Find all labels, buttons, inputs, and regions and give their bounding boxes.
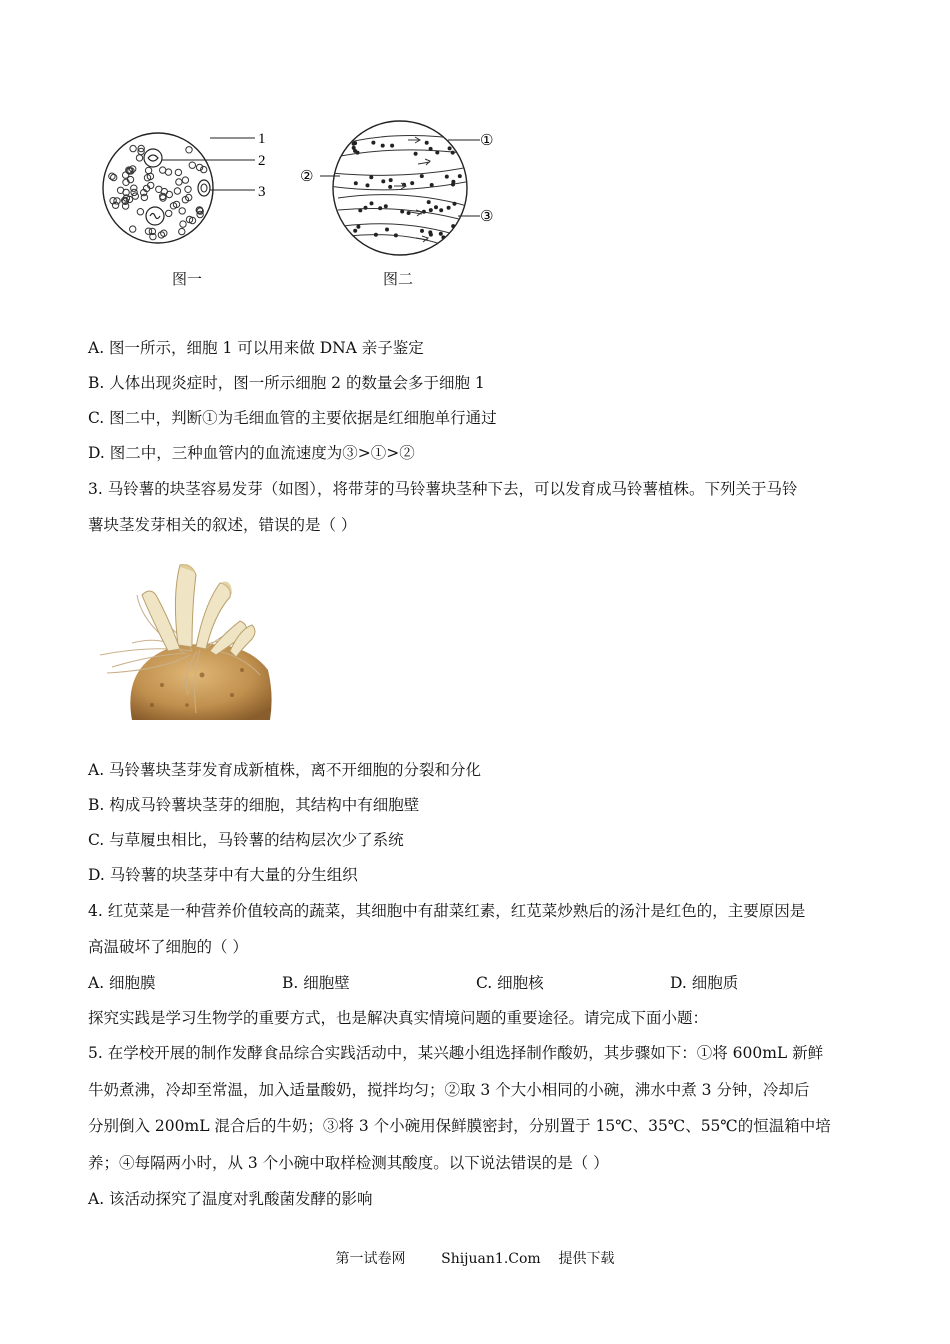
figure-1-label-1: 1 <box>258 131 266 147</box>
q5-stem-line-1: 5. 在学校开展的制作发酵食品综合实践活动中，某兴趣小组选择制作酸奶，其步骤如下：①将 600mL 新鲜 <box>88 1044 824 1062</box>
vessel-blood-cell <box>381 144 385 148</box>
q5-stem-line-2: 牛奶煮沸，冷却至常温，加入适量酸奶，搅拌均匀；②取 3 个大小相同的小碗，沸水中煮 3 分钟，冷却后 <box>88 1081 810 1099</box>
q2-option-d: D. 图二中，三种血管内的血流速度为③>①>② <box>88 444 415 462</box>
vessel-blood-cell <box>414 152 418 156</box>
q3-option-a: A. 马铃薯块茎芽发育成新植株，离不开细胞的分裂和分化 <box>88 761 482 779</box>
red-blood-cell <box>179 228 185 234</box>
vessel-blood-cell <box>451 151 455 155</box>
red-blood-cell <box>114 198 120 204</box>
q4-stem-line-1: 4. 红苋菜是一种营养价值较高的蔬菜，其细胞中有甜菜红素，红苋菜炒熟后的汤汁是红色的，主要原因是 <box>88 902 806 920</box>
vessel-blood-cell <box>371 141 375 145</box>
vessel-blood-cell <box>370 201 374 205</box>
red-blood-cell <box>176 179 182 185</box>
vessel-blood-cell <box>427 200 431 204</box>
red-blood-cell <box>182 177 188 183</box>
vessel-blood-cell <box>394 233 398 237</box>
red-blood-cell <box>156 186 162 192</box>
figure-2-caption: 图二 <box>383 270 414 288</box>
sprouting-potato-illustration <box>92 555 272 720</box>
vessel-blood-cell <box>439 232 443 236</box>
red-blood-cell <box>186 147 192 153</box>
blood-smear-diagram <box>100 118 280 258</box>
red-blood-cell <box>136 155 142 161</box>
vessel-blood-cell <box>434 205 438 209</box>
vessel-blood-cell <box>407 211 411 215</box>
vessel-blood-cell <box>441 235 445 239</box>
section-intro: 探究实践是学习生物学的重要方式，也是解决真实情境问题的重要途径。请完成下面小题： <box>88 1009 709 1027</box>
red-blood-cell <box>130 145 136 151</box>
red-blood-cell <box>185 186 191 192</box>
vessel-blood-cell <box>429 208 433 212</box>
figure-1-label-3: 3 <box>258 184 266 200</box>
vessel-blood-cell <box>385 228 389 232</box>
vessel-blood-cell <box>353 229 357 233</box>
vessel-blood-cell <box>458 174 462 178</box>
q2-option-c: C. 图二中，判断①为毛细血管的主要依据是红细胞单行通过 <box>88 409 497 427</box>
vessel-blood-cell <box>352 146 356 150</box>
red-blood-cell <box>166 210 172 216</box>
vessel-blood-cell <box>400 210 404 214</box>
vessel-blood-cell <box>448 146 452 150</box>
red-blood-cell <box>145 167 151 173</box>
vessel-blood-cell <box>364 206 368 210</box>
vessel-blood-cell <box>420 229 424 233</box>
vessel-blood-cell <box>381 179 385 183</box>
vessel-blood-cell <box>358 208 362 212</box>
figure-2-label-1: ① <box>480 131 494 149</box>
q3-option-d: D. 马铃薯的块茎芽中有大量的分生组织 <box>88 866 358 884</box>
red-blood-cell <box>132 193 138 199</box>
q3-stem-line-2: 薯块茎发芽相关的叙述，错误的是（ ） <box>88 516 357 534</box>
red-blood-cell <box>180 221 186 227</box>
q5-stem-line-4: 养；④每隔两小时，从 3 个小碗中取样检测其酸度。以下说法错误的是（ ） <box>88 1154 609 1172</box>
q5-stem-line-3: 分别倒入 200mL 混合后的牛奶；③将 3 个小碗用保鲜膜密封，分别置于 15℃、35℃、55℃的恒温箱中培 <box>88 1117 831 1135</box>
q4-option-d: D. 细胞质 <box>670 974 739 992</box>
red-blood-cell <box>131 189 137 195</box>
q2-option-a: A. 图一所示，细胞 1 可以用来做 DNA 亲子鉴定 <box>88 339 424 357</box>
figure-1-blood-smear <box>100 118 280 258</box>
vessel-blood-cell <box>447 206 451 210</box>
red-blood-cell <box>160 167 166 173</box>
q3-stem-line-1: 3. 马铃薯的块茎容易发芽（如图），将带芽的马铃薯块茎种下去，可以发育成马铃薯植株。下列关于马铃 <box>88 480 798 498</box>
figure-2-blood-vessels <box>298 118 508 263</box>
potato-sprout-image <box>92 555 272 720</box>
red-blood-cell <box>179 208 185 214</box>
red-blood-cell <box>166 191 172 197</box>
q5-option-a: A. 该活动探究了温度对乳酸菌发酵的影响 <box>88 1190 373 1208</box>
q2-option-b: B. 人体出现炎症时，图一所示细胞 2 的数量会多于细胞 1 <box>88 374 485 392</box>
vessel-blood-cell <box>425 141 429 145</box>
q4-option-a: A. 细胞膜 <box>88 974 156 992</box>
figure-1-caption: 图一 <box>172 270 203 288</box>
vessel-blood-cell <box>453 202 457 206</box>
vessel-blood-cell <box>430 183 434 187</box>
vessel-blood-cell <box>390 144 394 148</box>
vessel-blood-cell <box>439 208 443 212</box>
red-blood-cell <box>174 188 180 194</box>
vessel-blood-cell <box>429 147 433 151</box>
red-blood-cell <box>130 226 136 232</box>
q3-option-c: C. 与草履虫相比，马铃薯的结构层次少了系统 <box>88 831 404 849</box>
vessel-blood-cell <box>354 181 358 185</box>
q4-stem-line-2: 高温破坏了细胞的（ ） <box>88 938 248 956</box>
page-footer: 第一试卷网 Shijuan1.Com 提供下载 <box>335 1251 615 1267</box>
q4-option-b: B. 细胞壁 <box>282 974 350 992</box>
red-blood-cell <box>109 173 115 179</box>
figure-1-label-2: 2 <box>258 153 266 169</box>
vessel-blood-cell <box>460 231 464 235</box>
vessel-blood-cell <box>435 151 439 155</box>
vessel-blood-cell <box>384 204 388 208</box>
vessel-blood-cell <box>366 183 370 187</box>
blood-vessel-diagram <box>298 118 508 263</box>
red-blood-cell <box>175 169 181 175</box>
vessel-blood-cell <box>445 175 449 179</box>
vessel-blood-cell <box>389 178 393 182</box>
vessel-blood-cell <box>369 175 373 179</box>
figure-2-label-2: ② <box>300 167 314 185</box>
vessel-blood-cell <box>429 233 433 237</box>
vessel-blood-cell <box>353 141 357 145</box>
vessel-blood-cell <box>388 185 392 189</box>
q3-option-b: B. 构成马铃薯块茎芽的细胞，其结构中有细胞壁 <box>88 796 420 814</box>
red-blood-cell <box>137 209 143 215</box>
vessel-blood-cell <box>420 174 424 178</box>
red-blood-cell <box>189 162 195 168</box>
vessel-blood-cell <box>378 206 382 210</box>
vessel-blood-cell <box>374 233 378 237</box>
red-blood-cell <box>141 194 147 200</box>
vessel-blood-cell <box>451 183 455 187</box>
vessel-blood-cell <box>356 225 360 229</box>
q4-option-c: C. 细胞核 <box>476 974 544 992</box>
vessel-blood-cell <box>410 181 414 185</box>
figure-2-label-3: ③ <box>480 207 494 225</box>
